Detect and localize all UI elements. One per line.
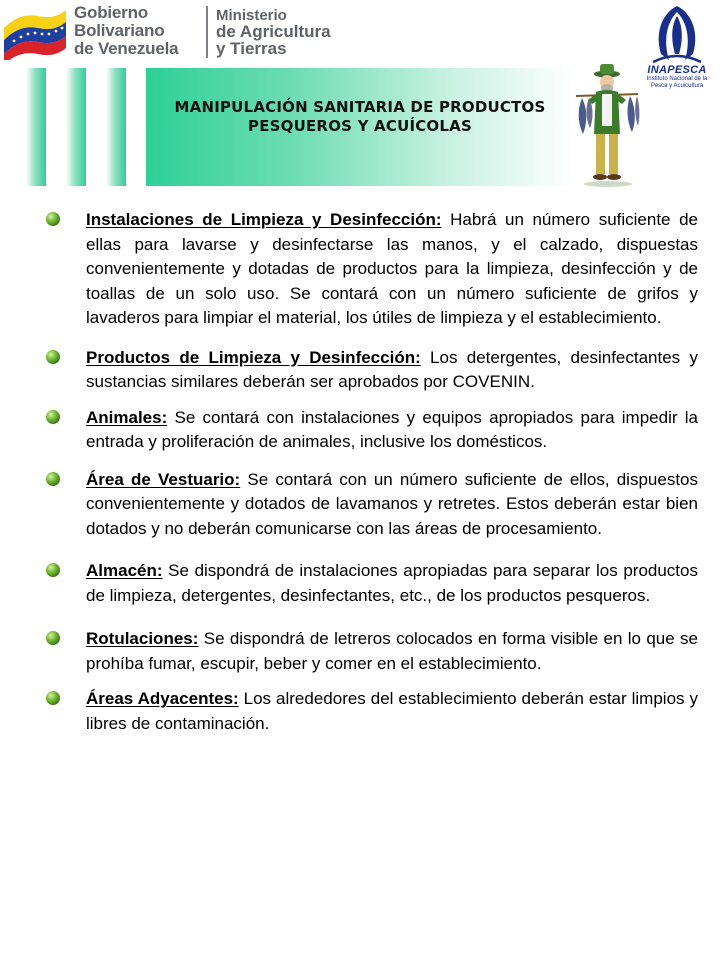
institute-subtitle-1: Instituto Nacional de la	[646, 76, 708, 82]
item-text: Habrá un número suficiente de ellas para lavarse y desinfectarse las manos, y el calzado, dispuestas convenientemente y dotadas de productos para la limpieza, desinfección y de toallas de un solo uso. Se contará con un número suficiente de grifos y lavaderos para limpiar el material, los útiles de limpieza y el establecimiento.	[86, 210, 698, 327]
bullet-icon	[46, 631, 60, 645]
list-item	[46, 687, 698, 736]
institute-subtitle-2: Pesca y Acuicultura	[650, 83, 704, 89]
item-term: Almacén:	[86, 561, 163, 580]
banner-stripe	[66, 68, 86, 186]
item-term: Área de Vestuario:	[86, 469, 241, 489]
item-text: Se contará con un número suficiente de ellos, dispuestos convenientemente y dotados de lavamanos y retretes. Estos deberán estar bien dotados y no deberán comunicarse con las áreas de procesamiento.	[86, 469, 698, 538]
bullet-icon	[46, 472, 60, 486]
item-text: Se contará con instalaciones y equipos apropiados para impedir la entrada y proliferación de animales, inclusive los domésticos.	[86, 407, 698, 451]
list-item	[46, 627, 698, 676]
list-item	[46, 208, 698, 331]
bullet-icon	[46, 691, 60, 705]
government-name	[74, 4, 178, 58]
institute-name: INAPESCA	[647, 64, 707, 76]
gov-line-1: Gobierno	[74, 3, 148, 22]
inapesca-logo	[636, 4, 718, 104]
banner-stripe	[106, 68, 126, 186]
page-title: MANIPULACIÓN SANITARIA DE PRODUCTOS PESQUEROS Y ACUÍCOLAS	[174, 98, 546, 135]
item-text: Se dispondrá de letreros colocados en forma visible en lo que se prohíba fumar, escupir, beber y comer en el establecimiento.	[86, 629, 698, 673]
list-item	[46, 559, 698, 608]
item-term: Productos de Limpieza y Desinfección:	[86, 347, 421, 367]
item-text: Los detergentes, desinfectantes y sustancias similares deberán ser aprobados por COVENIN.	[86, 347, 698, 391]
item-term: Rotulaciones:	[86, 629, 199, 648]
item-text: Los alrededores del establecimiento deberán estar limpios y libres de contaminación.	[86, 689, 698, 733]
list-item	[46, 346, 698, 395]
fisherman-illustration-icon	[574, 60, 640, 188]
bullet-icon	[46, 563, 60, 577]
ministry-line-2: de Agricultura	[216, 22, 331, 41]
ministry-line-3: y Tierras	[216, 39, 287, 58]
ministry-name	[216, 8, 331, 57]
content-list	[46, 208, 698, 736]
list-item	[46, 468, 698, 542]
item-text: Se dispondrá de instalaciones apropiadas para separar los productos de limpieza, detergentes, desinfectantes, etc., de los productos pesqueros.	[86, 561, 698, 605]
government-logo	[2, 2, 347, 62]
logo-divider	[206, 6, 208, 58]
bullet-icon	[46, 350, 60, 364]
gov-line-3: de Venezuela	[74, 39, 179, 58]
item-term: Instalaciones de Limpieza y Desinfección:	[86, 210, 442, 229]
bullet-icon	[46, 212, 60, 226]
gov-line-2: Bolivariano	[74, 21, 165, 40]
ministry-line-1: Ministerio	[216, 7, 287, 24]
venezuela-flag-icon	[2, 6, 68, 60]
bullet-icon	[46, 410, 60, 424]
item-term: Animales:	[86, 407, 168, 427]
item-term: Áreas Adyacentes:	[86, 689, 239, 708]
list-item	[46, 406, 698, 455]
fish-emblem-icon	[647, 4, 707, 66]
banner-stripe	[26, 68, 46, 186]
